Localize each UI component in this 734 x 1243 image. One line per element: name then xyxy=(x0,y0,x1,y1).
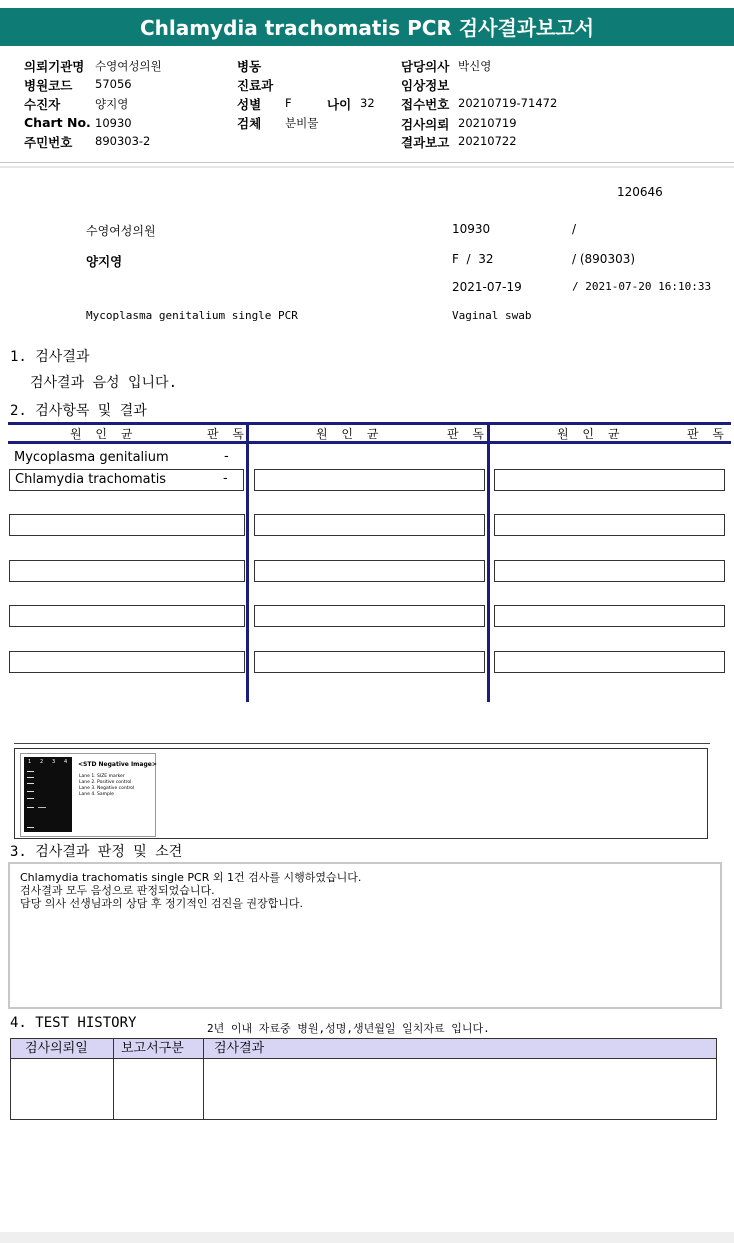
result-cell xyxy=(9,560,245,582)
history-divider xyxy=(203,1058,204,1120)
result-cell xyxy=(494,560,725,582)
report-id: 120646 xyxy=(617,185,663,199)
gel-band xyxy=(27,807,34,808)
value-patient: 양지영 xyxy=(95,97,129,111)
col-header-judgement-1: 판 독 xyxy=(207,427,249,441)
comment-line: 담당 의사 선생님과의 상담 후 정기적인 검진을 권장합니다. xyxy=(20,897,303,910)
label-chart-no: Chart No. xyxy=(24,115,91,130)
gel-band xyxy=(27,798,34,799)
label-request-date: 검사의뢰 xyxy=(401,117,450,132)
gel-image xyxy=(24,757,72,832)
gel-lane-label: 4 xyxy=(64,759,68,765)
report-title: Chlamydia trachomatis PCR 검사결과보고서 xyxy=(0,8,734,46)
result-cell xyxy=(9,605,245,627)
page-footer-strip xyxy=(0,1232,734,1243)
section1-result: 검사결과 음성 입니다. xyxy=(30,375,178,391)
header-divider xyxy=(0,162,734,163)
info-sex-age: F / 32 xyxy=(452,252,494,266)
gel-band xyxy=(27,777,34,778)
col-header-pathogen-3: 원 인 균 xyxy=(557,427,625,441)
gel-legend-item: Lane 4. Sample xyxy=(79,792,114,797)
history-col-result: 검사결과 xyxy=(203,1038,717,1059)
label-report-date: 결과보고 xyxy=(401,135,450,150)
result-cell xyxy=(254,651,485,673)
col-header-judgement-3: 판 독 xyxy=(687,427,729,441)
info-date-reported: / 2021-07-20 16:10:33 xyxy=(572,280,712,293)
gel-legend-item: Lane 1. SIZE marker xyxy=(79,774,125,779)
label-patient: 수진자 xyxy=(24,97,61,112)
label-rrn: 주민번호 xyxy=(24,135,73,150)
grid-divider-1 xyxy=(246,422,249,702)
gel-band xyxy=(27,771,34,772)
result-cell xyxy=(254,469,485,491)
gel-band xyxy=(27,783,34,784)
gel-band xyxy=(27,827,34,828)
info-clinic: 수영여성의원 xyxy=(86,224,156,238)
section1-heading: 1. 검사결과 xyxy=(10,349,90,365)
info-patient-name: 양지영 xyxy=(86,254,123,269)
label-doctor: 담당의사 xyxy=(401,59,450,74)
gel-legend-item: Lane 3. Negative control xyxy=(79,786,135,791)
result-cell xyxy=(494,514,725,536)
value-rrn: 890303-2 xyxy=(95,134,151,148)
result-cell xyxy=(494,651,725,673)
value-receipt-no: 20210719-71472 xyxy=(458,96,558,110)
result-cell xyxy=(254,560,485,582)
label-age: 나이 xyxy=(327,97,352,112)
label-specimen: 검체 xyxy=(237,116,262,131)
value-specimen: 분비물 xyxy=(285,116,319,130)
value-sex: F xyxy=(285,96,292,110)
result-cell xyxy=(254,514,485,536)
header-divider-shadow xyxy=(0,166,734,168)
result-value-chlamydia: - xyxy=(223,471,228,486)
result-cell xyxy=(494,605,725,627)
gel-lane-label: 3 xyxy=(52,759,56,765)
result-cell xyxy=(494,469,725,491)
gel-legend-item: Lane 2. Positive control xyxy=(79,780,132,785)
result-cell xyxy=(9,651,245,673)
col-header-pathogen-1: 원 인 균 xyxy=(70,427,138,441)
label-receipt-no: 접수번호 xyxy=(401,97,450,112)
section3-heading: 3. 검사결과 판정 및 소견 xyxy=(10,844,183,860)
gel-band xyxy=(27,791,34,792)
info-date-received: 2021-07-19 xyxy=(452,280,522,294)
label-clinical-info: 임상정보 xyxy=(401,78,450,93)
label-institution: 의뢰기관명 xyxy=(24,59,85,74)
result-cell xyxy=(9,514,245,536)
history-col-report-type: 보고서구분 xyxy=(113,1038,204,1059)
section2-heading: 2. 검사항목 및 결과 xyxy=(10,403,147,419)
gel-band xyxy=(38,807,46,808)
grid-divider-2 xyxy=(487,422,490,702)
result-name-mycoplasma: Mycoplasma genitalium xyxy=(14,450,169,465)
label-sex: 성별 xyxy=(237,97,262,112)
info-test-name: Mycoplasma genitalium single PCR xyxy=(86,309,298,322)
label-department: 진료과 xyxy=(237,78,274,93)
info-rrn: / (890303) xyxy=(572,252,636,266)
comment-line: 검사결과 모두 음성으로 판정되었습니다. xyxy=(20,884,215,897)
value-age: 32 xyxy=(360,96,375,110)
result-value-mycoplasma: - xyxy=(224,449,229,464)
label-ward: 병동 xyxy=(237,59,262,74)
value-request-date: 20210719 xyxy=(458,116,517,130)
value-report-date: 20210722 xyxy=(458,134,517,148)
section4-heading: 4. TEST HISTORY xyxy=(10,1015,137,1031)
result-name-chlamydia: Chlamydia trachomatis xyxy=(15,472,167,487)
info-chart-no: 10930 xyxy=(452,222,491,236)
gel-image-frame xyxy=(20,753,156,837)
label-hospital-code: 병원코드 xyxy=(24,78,73,93)
history-col-request-date: 검사의뢰일 xyxy=(10,1038,114,1059)
gel-lane-label: 2 xyxy=(40,759,44,765)
result-cell xyxy=(9,469,244,491)
gel-panel-rule xyxy=(14,743,710,744)
col-header-pathogen-2: 원 인 균 xyxy=(316,427,384,441)
value-hospital-code: 57056 xyxy=(95,77,132,91)
history-note: 2년 이내 자료중 병원,성명,생년월일 일치자료 입니다. xyxy=(207,1022,490,1035)
info-specimen: Vaginal swab xyxy=(452,309,532,322)
gel-title: <STD Negative Image> xyxy=(78,761,157,768)
info-slash: / xyxy=(572,222,577,236)
history-divider xyxy=(113,1058,114,1120)
value-chart-no: 10930 xyxy=(95,116,132,130)
comment-line: Chlamydia trachomatis single PCR 외 1건 검사를 시행하였습니다. xyxy=(20,871,362,884)
value-institution: 수영여성의원 xyxy=(95,59,162,73)
value-doctor: 박신영 xyxy=(458,59,492,73)
comment-box xyxy=(8,862,722,1009)
gel-lane-label: 1 xyxy=(28,759,32,765)
history-body xyxy=(10,1058,717,1120)
result-cell xyxy=(254,605,485,627)
col-header-judgement-2: 판 독 xyxy=(447,427,489,441)
